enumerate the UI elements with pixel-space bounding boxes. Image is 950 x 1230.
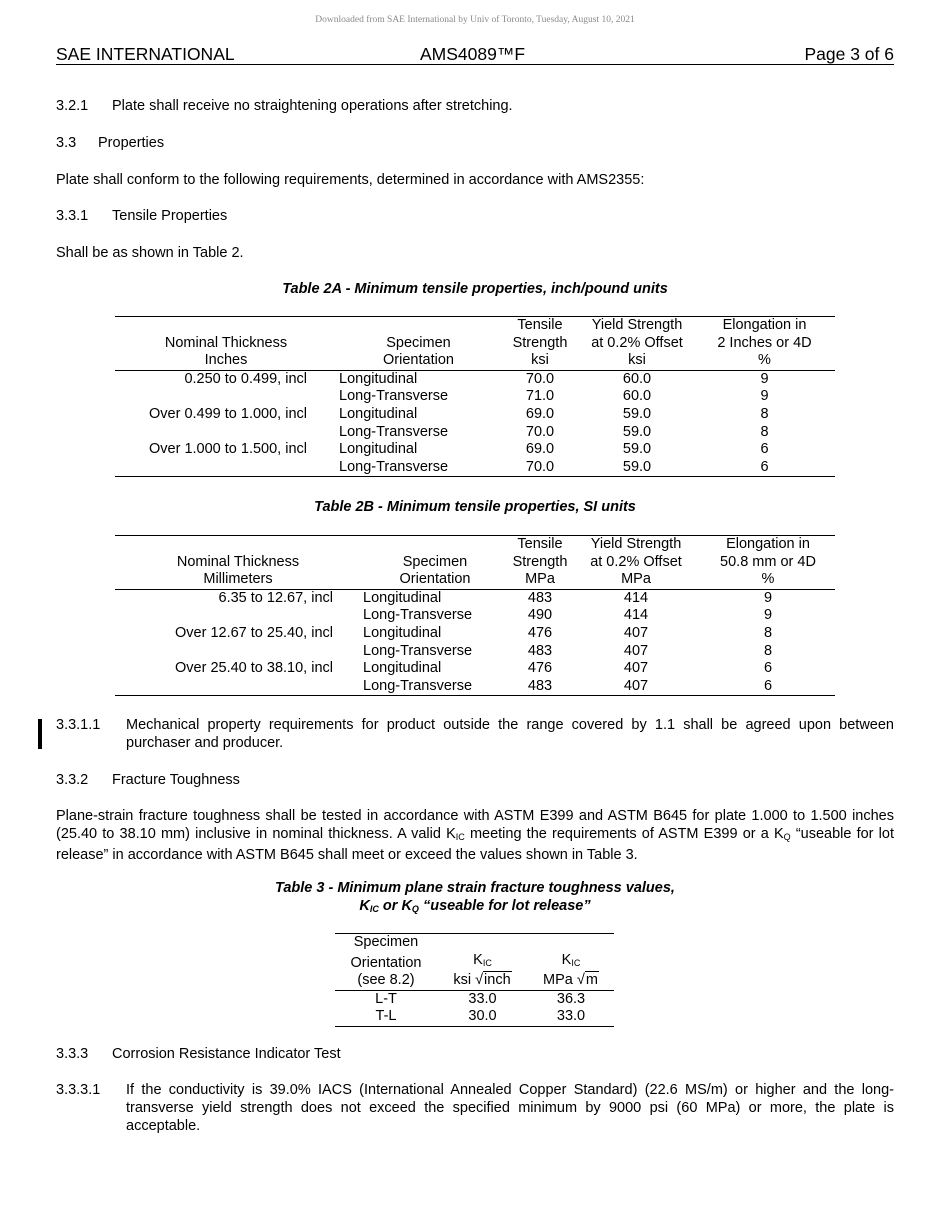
table-cell: 483 bbox=[509, 678, 571, 696]
header-doc-number: AMS4089™F bbox=[420, 44, 526, 64]
table-row bbox=[115, 424, 835, 442]
table-cell: 9 bbox=[760, 388, 769, 405]
section-3-3-2-heading bbox=[56, 771, 894, 789]
table-row bbox=[115, 607, 835, 625]
table-cell: 8 bbox=[760, 405, 769, 422]
header-cell bbox=[528, 972, 614, 990]
section-3-3-1-heading bbox=[56, 207, 894, 225]
table-cell: 407 bbox=[571, 678, 701, 696]
paragraph-conform: Plate shall conform to the following requirements, determined in accordance with AMS2355: bbox=[56, 172, 645, 188]
section-text: Plate shall receive no straightening operations after stretching. bbox=[112, 98, 513, 114]
text-run: ksi bbox=[453, 972, 476, 989]
table-row bbox=[335, 990, 614, 1008]
table-cell bbox=[115, 678, 361, 696]
subscript: IC bbox=[571, 957, 581, 968]
table-cell: 6 bbox=[701, 678, 835, 696]
table-cell: 69.0 bbox=[525, 441, 555, 458]
text-run: meeting the requirements of ASTM E399 or a K bbox=[464, 826, 784, 842]
table-row bbox=[115, 643, 835, 661]
subscript: IC bbox=[455, 832, 465, 842]
header-cell: Nominal Thickness bbox=[164, 334, 288, 351]
table-cell: 407 bbox=[623, 624, 649, 641]
table-row bbox=[115, 370, 835, 388]
table-2a-caption: Table 2A - Minimum tensile properties, inch/pound units bbox=[282, 281, 668, 297]
table-cell: 33.0 bbox=[468, 990, 497, 1007]
table-3 bbox=[335, 933, 614, 1027]
table-cell: 59.0 bbox=[622, 423, 652, 440]
header-cell: at 0.2% Offset bbox=[590, 553, 682, 570]
table-cell: 8 bbox=[763, 642, 773, 659]
table-2a bbox=[115, 316, 835, 477]
table-cell bbox=[115, 424, 337, 442]
header-cell bbox=[528, 934, 614, 952]
header-page-number: Page 3 of 6 bbox=[804, 44, 894, 64]
section-number: 3.3 bbox=[56, 135, 77, 151]
header-cell: Strength bbox=[512, 553, 568, 570]
section-3-3-heading bbox=[56, 134, 894, 152]
section-title: Fracture Toughness bbox=[112, 772, 240, 788]
header-cell bbox=[337, 317, 500, 335]
section-number: 3.3.1 bbox=[56, 208, 89, 224]
section-title: Tensile Properties bbox=[112, 208, 228, 224]
section-title: Corrosion Resistance Indicator Test bbox=[112, 1046, 341, 1062]
header-cell: Specimen bbox=[386, 334, 451, 351]
header-cell: Tensile bbox=[509, 536, 571, 554]
section-title: Properties bbox=[98, 135, 165, 151]
header-cell: Yield Strength bbox=[571, 536, 701, 554]
table-cell: 490 bbox=[527, 607, 553, 624]
table-cell bbox=[115, 607, 361, 625]
table-cell: 9 bbox=[760, 370, 769, 387]
section-3-3-1-1 bbox=[56, 716, 894, 752]
header-cell bbox=[437, 952, 528, 973]
table-cell: Long-Transverse bbox=[363, 607, 473, 624]
header-cell: 50.8 mm or 4D bbox=[720, 553, 816, 570]
header-cell: MPa bbox=[571, 571, 701, 589]
table-cell: 70.0 bbox=[525, 370, 555, 387]
header-cell: ksi bbox=[500, 352, 580, 370]
header-cell: (see 8.2) bbox=[335, 972, 437, 990]
table-cell: Longitudinal bbox=[339, 405, 418, 422]
table-cell: 8 bbox=[760, 423, 769, 440]
text-run: Plane-strain fracture toughness shall be tested in accordance with ASTM E399 and ASTM B645 for plate 1.000 to 1.500 inches (25.40 to 38.10 mm) inclusive in nominal thickness. A valid K bbox=[56, 808, 894, 842]
text-run: K bbox=[561, 951, 572, 968]
subscript: IC bbox=[369, 904, 379, 914]
table-cell: 414 bbox=[623, 589, 649, 606]
table-row bbox=[115, 406, 835, 424]
table-cell: Longitudinal bbox=[339, 441, 418, 458]
table-cell bbox=[115, 459, 337, 477]
table-2b-caption: Table 2B - Minimum tensile properties, SI units bbox=[314, 499, 636, 515]
text-run: m bbox=[585, 972, 598, 989]
header-cell: Tensile bbox=[500, 317, 580, 335]
table-cell: 59.0 bbox=[622, 441, 652, 458]
header-cell: Elongation in bbox=[701, 536, 835, 554]
table-cell: 36.3 bbox=[556, 990, 586, 1007]
table-cell: 60.0 bbox=[622, 370, 652, 387]
table-cell bbox=[115, 388, 337, 406]
header-cell: Specimen bbox=[335, 934, 437, 952]
table-cell: 9 bbox=[763, 607, 773, 624]
header-cell: Orientation bbox=[337, 352, 500, 370]
header-cell: 2 Inches or 4D bbox=[717, 334, 812, 351]
text-run: or K bbox=[378, 898, 412, 914]
header-cell: Specimen bbox=[402, 553, 468, 570]
header-cell: % bbox=[701, 571, 835, 589]
table-cell: 407 bbox=[623, 642, 649, 659]
text-run: “useable for lot release” in accordance with ASTM B645 shall meet or exceed the values shown in Table 3. bbox=[56, 826, 894, 863]
header-cell bbox=[115, 317, 337, 335]
text-run: inch bbox=[484, 972, 511, 989]
table-cell: 30.0 bbox=[437, 1008, 528, 1026]
section-text: Mechanical property requirements for product outside the range covered by 1.1 shall be agreed upon between purchaser and producer. bbox=[126, 717, 894, 751]
table-cell: Long-Transverse bbox=[363, 642, 473, 659]
table-cell: 0.250 to 0.499, incl bbox=[184, 370, 307, 387]
table-cell: 407 bbox=[623, 660, 649, 677]
table-cell: L-T bbox=[375, 990, 397, 1007]
table-cell: 59.0 bbox=[622, 405, 652, 422]
header-cell: ksi bbox=[580, 352, 694, 370]
table-cell: Long-Transverse bbox=[361, 678, 509, 696]
radical-sign: √ bbox=[475, 972, 484, 989]
table-cell: 6.35 to 12.67, incl bbox=[218, 589, 333, 606]
table-row bbox=[115, 589, 835, 607]
table-cell: 6 bbox=[694, 459, 835, 477]
page-header bbox=[56, 44, 894, 65]
header-cell bbox=[361, 536, 509, 554]
table-cell: Long-Transverse bbox=[337, 459, 500, 477]
table-cell: 476 bbox=[527, 624, 553, 641]
header-cell: Nominal Thickness bbox=[176, 553, 300, 570]
header-cell bbox=[437, 972, 528, 990]
table-cell: 476 bbox=[527, 660, 553, 677]
table-cell: Over 25.40 to 38.10, incl bbox=[175, 660, 333, 677]
section-3-3-3-1 bbox=[56, 1081, 894, 1135]
revision-change-bar bbox=[38, 719, 42, 749]
radical-sign: √ bbox=[576, 972, 585, 989]
header-cell: Elongation in bbox=[694, 317, 835, 335]
table-cell: Longitudinal bbox=[339, 370, 418, 387]
header-cell: Orientation bbox=[350, 954, 422, 971]
header-cell: Millimeters bbox=[115, 571, 361, 589]
paragraph-fracture-toughness bbox=[56, 807, 894, 864]
section-text: If the conductivity is 39.0% IACS (International Annealed Copper Standard) (22.6 MS/m) or higher and the long-transverse yield strength does not exceed the specified minimum by 9000 psi (60 MPa) or more, the plate is acceptable. bbox=[126, 1082, 894, 1134]
table-cell: 69.0 bbox=[525, 405, 555, 422]
table-cell: 70.0 bbox=[525, 423, 555, 440]
table-cell: 483 bbox=[527, 642, 553, 659]
header-cell bbox=[115, 536, 361, 554]
table-cell: 33.0 bbox=[528, 1008, 614, 1026]
header-cell bbox=[528, 952, 614, 973]
text-run: K bbox=[473, 951, 483, 968]
table-row bbox=[335, 1008, 614, 1026]
table-3-caption-line-1: Table 3 - Minimum plane strain fracture toughness values, bbox=[275, 880, 675, 896]
table-cell: 8 bbox=[763, 624, 773, 641]
table-cell: Over 0.499 to 1.000, incl bbox=[149, 405, 307, 422]
table-cell: 483 bbox=[527, 589, 553, 606]
header-cell: MPa bbox=[509, 571, 571, 589]
header-cell: at 0.2% Offset bbox=[591, 334, 683, 351]
table-row bbox=[115, 388, 835, 406]
table-cell: Longitudinal bbox=[363, 660, 442, 677]
table-2b bbox=[115, 535, 835, 696]
table-cell: Over 1.000 to 1.500, incl bbox=[149, 441, 307, 458]
text-run: K bbox=[359, 898, 370, 914]
section-number: 3.3.2 bbox=[56, 772, 89, 788]
table-cell: 70.0 bbox=[500, 459, 580, 477]
section-number: 3.3.1.1 bbox=[56, 717, 101, 733]
download-note: Downloaded from SAE International by Univ of Toronto, Tuesday, August 10, 2021 bbox=[315, 15, 635, 25]
section-3-2-1 bbox=[56, 97, 894, 115]
header-cell: Orientation bbox=[361, 571, 509, 589]
header-org: SAE INTERNATIONAL bbox=[56, 44, 235, 64]
table-cell: 9 bbox=[763, 589, 773, 606]
table-cell: Over 12.67 to 25.40, incl bbox=[175, 624, 333, 641]
text-run: “useable for lot release” bbox=[418, 898, 591, 914]
table-row bbox=[115, 678, 835, 696]
table-3-caption-line-2 bbox=[0, 897, 950, 918]
table-cell: Longitudinal bbox=[363, 589, 442, 606]
subscript: Q bbox=[783, 832, 791, 842]
section-number: 3.3.3.1 bbox=[56, 1082, 101, 1098]
table-cell: 71.0 bbox=[525, 388, 555, 405]
table-cell: Long-Transverse bbox=[339, 423, 449, 440]
table-cell: Long-Transverse bbox=[339, 388, 449, 405]
table-cell: 414 bbox=[623, 607, 649, 624]
table-cell: Longitudinal bbox=[363, 624, 442, 641]
text-run: MPa bbox=[543, 972, 577, 989]
section-3-3-3-heading bbox=[56, 1045, 894, 1063]
table-row bbox=[115, 660, 835, 678]
header-cell bbox=[437, 934, 528, 952]
table-cell: 6 bbox=[760, 441, 769, 458]
header-cell: Strength bbox=[512, 334, 568, 351]
header-cell: % bbox=[694, 352, 835, 370]
table-cell: 6 bbox=[763, 660, 773, 677]
section-number: 3.3.3 bbox=[56, 1046, 89, 1062]
table-cell: 59.0 bbox=[580, 459, 694, 477]
header-cell: Inches bbox=[115, 352, 337, 370]
table-row bbox=[115, 625, 835, 643]
table-row bbox=[115, 441, 835, 459]
subscript: IC bbox=[482, 957, 492, 968]
table-cell: 60.0 bbox=[622, 388, 652, 405]
subscript: Q bbox=[411, 904, 419, 914]
section-number: 3.2.1 bbox=[56, 98, 89, 114]
header-cell: Yield Strength bbox=[580, 317, 694, 335]
table-cell: T-L bbox=[335, 1008, 437, 1026]
paragraph-shown: Shall be as shown in Table 2. bbox=[56, 245, 244, 261]
table-cell bbox=[115, 643, 361, 661]
table-row bbox=[115, 459, 835, 477]
